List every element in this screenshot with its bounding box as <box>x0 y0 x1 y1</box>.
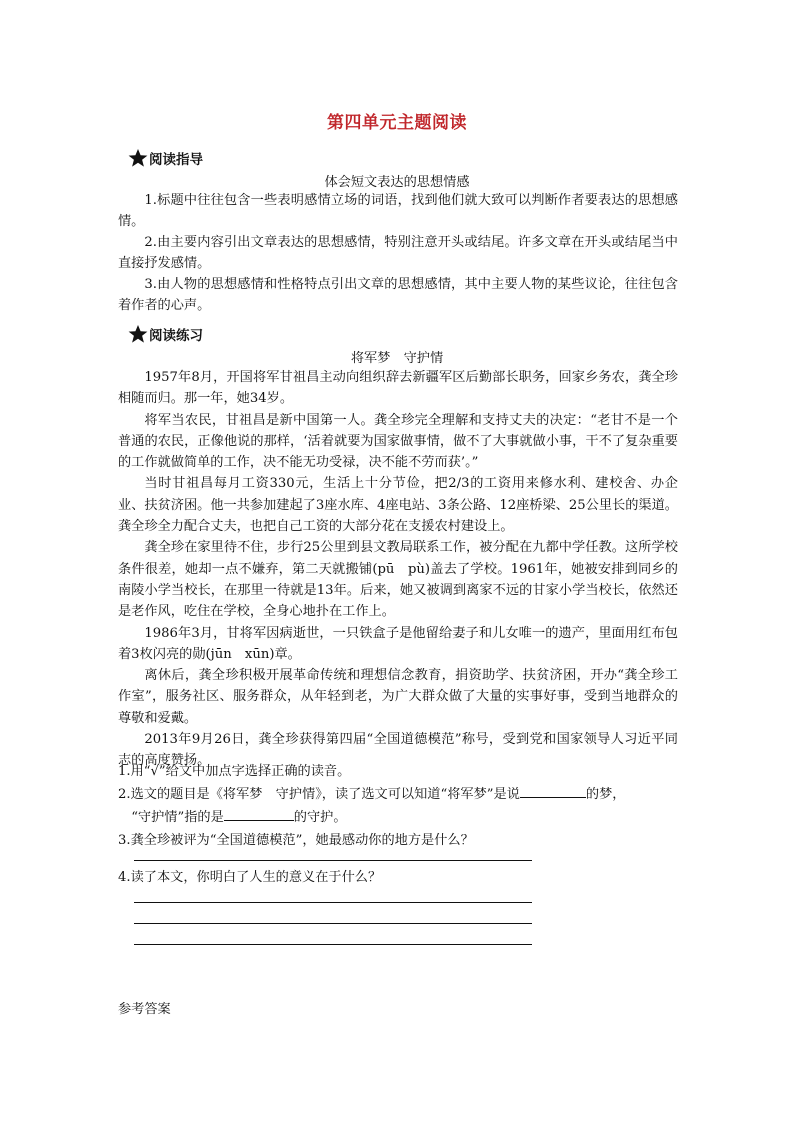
article-title: 将军梦 守护情 <box>350 351 444 366</box>
answer-line[interactable] <box>134 923 532 924</box>
article-paragraph: 1986年3月，甘将军因病逝世，一只铁盒子是他留给妻子和儿女唯一的遗产，里面用红布包着3枚闪亮的勋(jūn xūn)章。 <box>118 625 678 662</box>
answer-line[interactable] <box>134 902 532 903</box>
question-1: 1.用“√”给文中加点字选择正确的读音。 <box>118 764 351 779</box>
article-paragraph: 离休后，龚全珍积极开展革命传统和理想信念教育，捐资助学、扶贫济困，开办“龚全珍工作室”，服务社区、服务群众，从年轻到老，为广大群众做了大量的实事好事，受到当地群众的尊敬和爱戴。 <box>118 668 678 726</box>
question-2-text: “守护情”指的是 <box>131 810 224 825</box>
answer-line[interactable] <box>134 944 532 945</box>
section-heading-practice <box>128 322 203 344</box>
question-2-text: 的梦， <box>585 787 626 802</box>
guide-item: 2.由主要内容引出文章表达的思想感情，特别注意开头或结尾。许多文章在开头或结尾当中直接抒发感情。 <box>118 235 678 271</box>
question-2 <box>118 783 678 806</box>
star-icon <box>128 148 148 168</box>
question-2-text: 的守护。 <box>293 810 347 825</box>
section-label: 阅读练习 <box>149 328 203 344</box>
question-2-cont <box>118 806 678 829</box>
question-2-text: 2.选文的题目是《将军梦 守护情》，读了选文可以知道“将军梦”是说 <box>118 787 520 802</box>
question-3: 3.龚全珍被评为“全国道德模范”，她最感动你的地方是什么？ <box>118 833 474 848</box>
article-paragraph: 2013年9月26日，龚全珍获得第四届“全国道德模范”称号，受到党和国家领导人习近平同志的高度赞扬。 <box>118 732 678 769</box>
page-title: 第四单元主题阅读 <box>327 113 467 133</box>
article-paragraph: 龚全珍在家里待不住，步行25公里到县文教局联系工作，被分配在九都中学任教。这所学校条件很差，她却一点不嫌弃，第二天就搬铺(pū pù)盖去了学校。1961年，她被安排到同乡的南陵小学当校长，在那里一待就是13年。后来，她又被调到离家不远的甘家小学当校长，依然还是老作风，吃住在学校，全身心地扑在工作上。 <box>118 540 678 620</box>
article-body <box>118 367 678 772</box>
article-paragraph: 1957年8月，开国将军甘祖昌主动向组织辞去新疆军区后勤部长职务，回家乡务农，龚全珍相随而归。那一年，她34岁。 <box>118 370 678 407</box>
question-4: 4.读了本文，你明白了人生的意义在于什么？ <box>118 870 382 885</box>
star-icon <box>128 324 148 344</box>
question-4-wrap <box>118 866 678 889</box>
questions <box>118 760 678 852</box>
answer-blank[interactable] <box>224 808 294 821</box>
guide-subtitle: 体会短文表达的思想情感 <box>324 175 470 190</box>
article-paragraph: 当时甘祖昌每月工资330元，生活上十分节俭，把2/3的工资用来修水利、建校舍、办企业、扶贫济困。他一共参加建起了3座水库、4座电站、3条公路、12座桥梁、25公里长的渠道。龚全珍全力配合丈夫，也把自己工资的大部分花在支援农村建设上。 <box>118 476 678 535</box>
section-label: 阅读指导 <box>149 152 203 168</box>
answer-blank[interactable] <box>520 785 586 798</box>
article-paragraph: 将军当农民，甘祖昌是新中国第一人。龚全珍完全理解和支持丈夫的决定：“老甘不是一个普通的农民，正像他说的那样，‘活着就要为国家做事情，做不了大事就做小事，干不了复杂重要的工作就做简单的工作，决不能无功受禄，决不能不劳而获’。” <box>118 412 678 471</box>
guide-item: 1.标题中往往包含一些表明感情立场的词语，找到他们就大致可以判断作者要表达的思想感情。 <box>118 193 678 229</box>
section-heading-guide <box>128 146 203 168</box>
guide-item: 3.由人物的思想感情和性格特点引出文章的思想感情，其中主要人物的某些议论，往往包含着作者的心声。 <box>118 277 678 313</box>
answer-key-label: 参考答案 <box>118 1002 171 1017</box>
answer-line[interactable] <box>134 860 532 861</box>
guide-list <box>118 190 678 316</box>
